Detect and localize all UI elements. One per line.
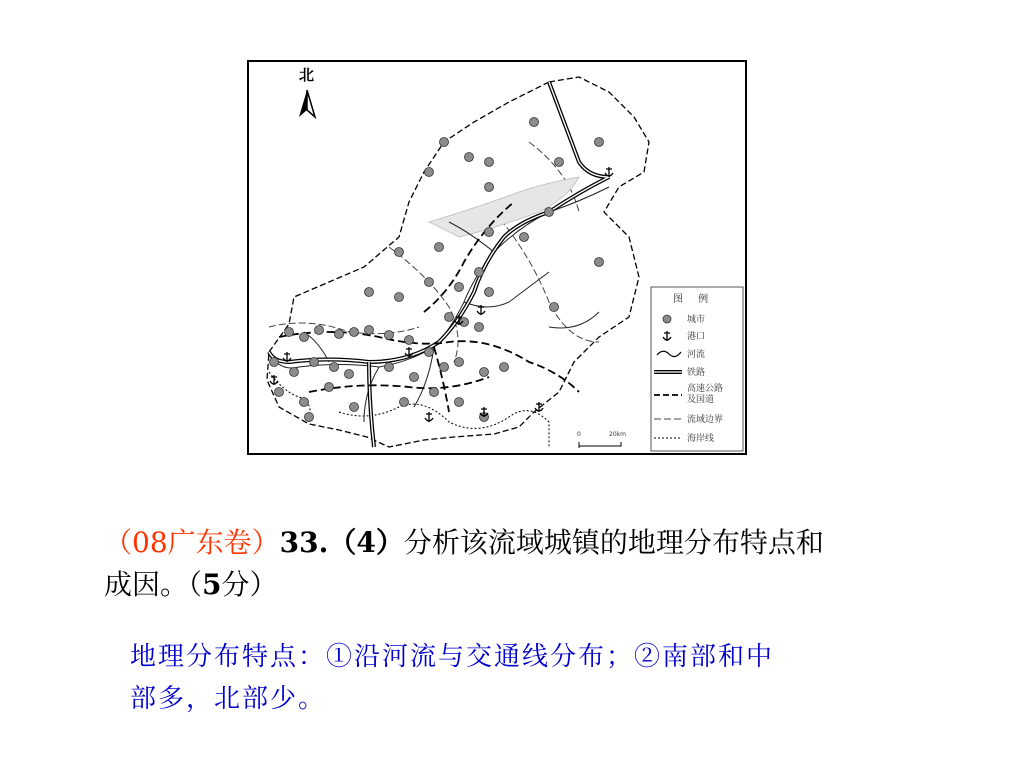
svg-text:北: 北 [299,66,315,84]
railway [269,82,609,447]
svg-text:20km: 20km [609,431,626,438]
question-text [104,522,964,606]
answer-text [130,636,930,720]
city-dot-icon [663,315,671,323]
basin-boundary [267,77,649,447]
cities [270,118,604,422]
svg-text:河流: 河流 [687,350,706,360]
question-points: 5 [202,568,222,601]
svg-text:铁路: 铁路 [687,368,706,378]
answer-line1: 地理分布特点：①沿河流与交通线分布；②南部和中 [130,642,775,672]
question-number: 33.（4） [279,526,404,559]
question-line2-prefix: 成因。（ [104,568,203,601]
svg-text:流域边界: 流域边界 [687,415,724,425]
basin-map [249,62,745,453]
map-legend [651,287,743,451]
svg-text:高速公路: 高速公路 [687,384,724,394]
north-arrow-icon [299,66,315,117]
question-source: （08广东卷） [104,526,280,559]
scale-bar [577,431,626,448]
svg-text:港口: 港口 [687,332,706,342]
question-line1: 分析该流域城镇的地理分布特点和 [403,526,824,559]
svg-text:及国道: 及国道 [687,395,715,405]
question-line2-suffix: 分） [221,568,278,601]
answer-line2: 部多，北部少。 [130,684,327,714]
svg-text:城市: 城市 [687,315,706,325]
svg-text:图 例: 图 例 [673,294,715,305]
highways [279,202,579,412]
svg-text:海岸线: 海岸线 [687,434,715,444]
svg-text:0: 0 [577,431,581,438]
map-figure [247,60,747,455]
